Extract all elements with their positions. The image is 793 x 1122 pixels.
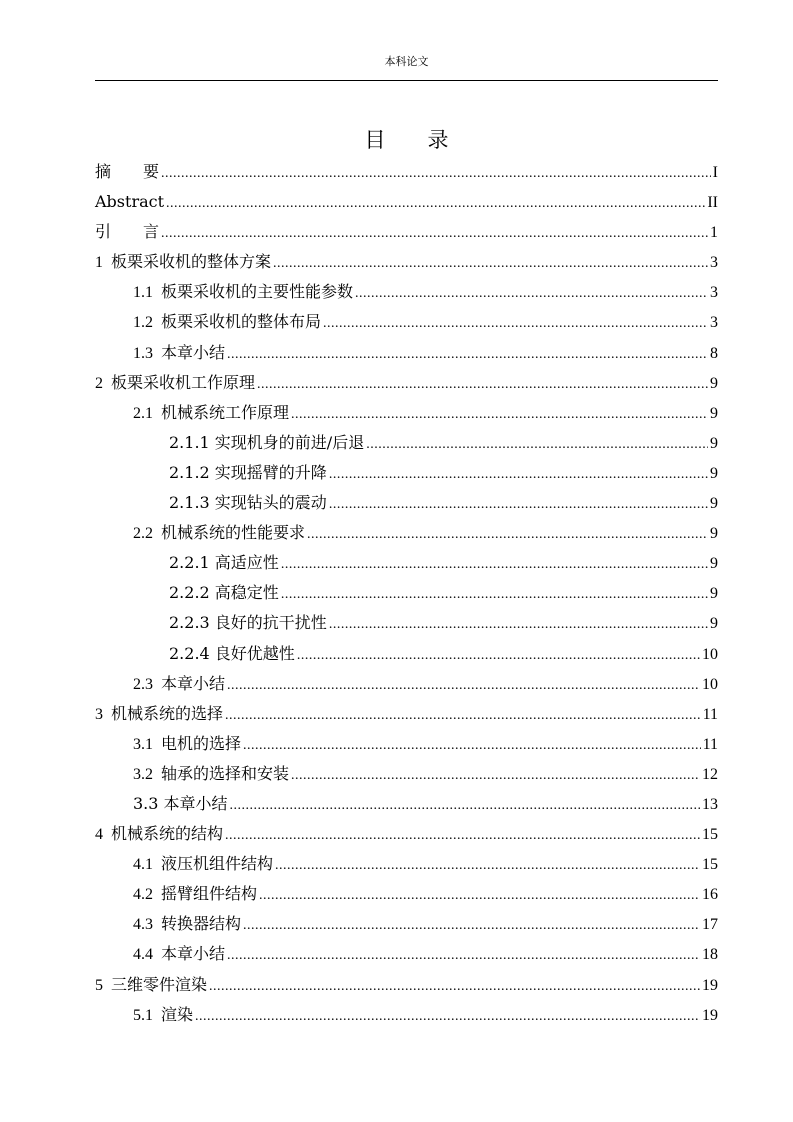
toc-entry-page: 3 bbox=[710, 254, 718, 272]
toc-entry-label: 板栗采收机的整体布局 bbox=[161, 312, 322, 332]
toc-entry-number: 1.2 bbox=[133, 314, 153, 332]
toc-entry-label: 摘 要 bbox=[95, 162, 160, 181]
toc-entry-number: 2.2 bbox=[133, 525, 153, 543]
toc-entry-page: 9 bbox=[710, 434, 718, 452]
toc-leader-dots bbox=[257, 370, 708, 400]
toc-entry-number: 3.2 bbox=[133, 765, 153, 783]
toc-entry-section[interactable] bbox=[95, 789, 718, 819]
toc-entry-label: 本章小结 bbox=[161, 342, 226, 362]
toc-entry-page: 18 bbox=[702, 946, 718, 964]
toc-entry-page: 9 bbox=[710, 615, 718, 633]
toc-entry-number: 2 bbox=[95, 374, 103, 392]
toc-entry-number: 4.1 bbox=[133, 856, 153, 874]
toc-entry-label: 摇臂组件结构 bbox=[161, 884, 258, 904]
toc-entry-subsection[interactable] bbox=[95, 578, 718, 608]
toc-entry-abstract-cn[interactable] bbox=[95, 157, 718, 187]
toc-leader-dots bbox=[366, 430, 708, 460]
toc-leader-dots bbox=[297, 641, 700, 671]
toc-entry-chapter[interactable] bbox=[95, 699, 718, 729]
toc-entry-section[interactable] bbox=[95, 1000, 718, 1030]
toc-entry-label: 液压机组件结构 bbox=[161, 854, 274, 874]
toc-leader-dots bbox=[209, 972, 700, 1002]
toc-leader-dots bbox=[225, 821, 700, 851]
toc-entry-label: 电机的选择 bbox=[161, 733, 242, 753]
toc-entry-section[interactable] bbox=[95, 939, 718, 969]
toc-leader-dots bbox=[227, 941, 700, 971]
toc-entry-page: 13 bbox=[702, 795, 718, 813]
toc-leader-dots bbox=[329, 460, 708, 490]
toc-entry-number: 5 bbox=[95, 976, 103, 994]
toc-leader-dots bbox=[161, 159, 711, 189]
toc-title bbox=[95, 126, 718, 154]
toc-title-char: 录 bbox=[427, 128, 449, 152]
toc-entry-label: 机械系统的选择 bbox=[111, 703, 224, 723]
toc-entry-page: 9 bbox=[710, 555, 718, 573]
toc-entry-number: 1.1 bbox=[133, 284, 153, 302]
toc-entry-page: 9 bbox=[710, 585, 718, 603]
toc-entry-section[interactable] bbox=[95, 518, 718, 548]
toc-entry-section[interactable] bbox=[95, 909, 718, 939]
toc-entry-label: 板栗采收机的主要性能参数 bbox=[161, 282, 354, 302]
toc-leader-dots bbox=[166, 189, 705, 219]
toc-entry-label: 渲染 bbox=[161, 1004, 194, 1024]
toc-entry-label: 机械系统工作原理 bbox=[161, 402, 290, 422]
toc-entry-chapter[interactable] bbox=[95, 247, 718, 277]
toc-entry-label: 机械系统的性能要求 bbox=[161, 523, 306, 543]
toc-entry-number: 1 bbox=[95, 254, 103, 272]
toc-entry-page: 9 bbox=[710, 495, 718, 513]
toc-entry-page: 10 bbox=[702, 675, 718, 693]
toc-entry-chapter[interactable] bbox=[95, 368, 718, 398]
toc-entry-number: 4.2 bbox=[133, 886, 153, 904]
toc-leader-dots bbox=[259, 881, 700, 911]
toc-leader-dots bbox=[243, 911, 700, 941]
toc-entry-page: II bbox=[707, 194, 718, 212]
toc-entry-label: 板栗采收机工作原理 bbox=[111, 372, 256, 392]
toc-entry-label: 2.1.1 实现机身的前进/后退 bbox=[169, 432, 365, 452]
toc-leader-dots bbox=[329, 610, 708, 640]
toc-entry-page: 9 bbox=[710, 404, 718, 422]
toc-entry-chapter[interactable] bbox=[95, 970, 718, 1000]
toc-entry-page: 17 bbox=[702, 916, 718, 934]
toc-entry-label: 本章小结 bbox=[161, 944, 226, 964]
toc-leader-dots bbox=[281, 550, 708, 580]
toc-entry-section[interactable] bbox=[95, 669, 718, 699]
toc-title-char: 目 bbox=[364, 128, 386, 152]
page-header: 本科论文 bbox=[384, 55, 429, 68]
toc-entry-label: 机械系统的结构 bbox=[111, 824, 224, 844]
toc-leader-dots bbox=[291, 400, 708, 430]
toc-entry-chapter[interactable] bbox=[95, 819, 718, 849]
table-of-contents bbox=[95, 157, 718, 1030]
toc-leader-dots bbox=[161, 219, 708, 249]
toc-entry-introduction[interactable] bbox=[95, 217, 718, 247]
toc-entry-subsection[interactable] bbox=[95, 488, 718, 518]
toc-entry-page: 9 bbox=[710, 464, 718, 482]
toc-leader-dots bbox=[281, 580, 708, 610]
toc-entry-label: 2.1.3 实现钻头的震动 bbox=[169, 493, 327, 513]
toc-leader-dots bbox=[355, 279, 708, 309]
toc-entry-section[interactable] bbox=[95, 759, 718, 789]
toc-entry-label: 轴承的选择和安装 bbox=[161, 763, 290, 783]
header-divider bbox=[95, 80, 718, 81]
toc-entry-page: 16 bbox=[702, 886, 718, 904]
toc-entry-section[interactable] bbox=[95, 849, 718, 879]
toc-entry-page: 19 bbox=[702, 976, 718, 994]
toc-leader-dots bbox=[195, 1002, 700, 1032]
toc-entry-abstract-en[interactable] bbox=[95, 187, 718, 217]
toc-entry-number: 3 bbox=[95, 705, 103, 723]
toc-entry-subsection[interactable] bbox=[95, 548, 718, 578]
toc-entry-number: 2.1 bbox=[133, 404, 153, 422]
toc-entry-page: 11 bbox=[702, 705, 718, 723]
toc-leader-dots bbox=[230, 791, 700, 821]
toc-leader-dots bbox=[273, 249, 708, 279]
toc-entry-number: 4.3 bbox=[133, 916, 153, 934]
toc-entry-label: 2.2.3 良好的抗干扰性 bbox=[169, 613, 327, 633]
toc-entry-number: 4 bbox=[95, 826, 103, 844]
toc-entry-section[interactable] bbox=[95, 729, 718, 759]
toc-entry-subsection[interactable] bbox=[95, 608, 718, 638]
toc-entry-page: 3 bbox=[710, 284, 718, 302]
toc-entry-page: I bbox=[712, 164, 718, 181]
toc-leader-dots bbox=[323, 309, 708, 339]
toc-entry-page: 19 bbox=[702, 1006, 718, 1024]
toc-entry-label: 2.1.2 实现摇臂的升降 bbox=[169, 462, 327, 482]
toc-entry-section[interactable] bbox=[95, 338, 718, 368]
toc-entry-number: 4.4 bbox=[133, 946, 153, 964]
toc-leader-dots bbox=[291, 761, 700, 791]
toc-entry-label: 本章小结 bbox=[161, 673, 226, 693]
toc-entry-label: 板栗采收机的整体方案 bbox=[111, 252, 272, 272]
toc-entry-label: 2.2.4 良好优越性 bbox=[169, 643, 295, 663]
toc-entry-page: 9 bbox=[710, 374, 718, 392]
toc-entry-label: 三维零件渲染 bbox=[111, 974, 208, 994]
toc-entry-section[interactable] bbox=[95, 307, 718, 337]
toc-entry-page: 3 bbox=[710, 314, 718, 332]
toc-entry-subsection[interactable] bbox=[95, 428, 718, 458]
toc-entry-subsection[interactable] bbox=[95, 639, 718, 669]
toc-entry-number: 3.1 bbox=[133, 735, 153, 753]
toc-leader-dots bbox=[329, 490, 708, 520]
toc-entry-label: Abstract bbox=[95, 192, 165, 212]
toc-entry-label: 3.3 本章小结 bbox=[133, 793, 228, 813]
toc-entry-page: 8 bbox=[710, 344, 718, 362]
toc-entry-label: 转换器结构 bbox=[161, 914, 242, 934]
toc-leader-dots bbox=[227, 340, 708, 370]
toc-leader-dots bbox=[307, 520, 708, 550]
toc-entry-page: 1 bbox=[710, 224, 718, 242]
toc-entry-number: 5.1 bbox=[133, 1006, 153, 1024]
toc-entry-page: 9 bbox=[710, 525, 718, 543]
toc-entry-page: 10 bbox=[702, 645, 718, 663]
toc-entry-section[interactable] bbox=[95, 879, 718, 909]
toc-entry-label: 2.2.1 高适应性 bbox=[169, 553, 279, 573]
toc-leader-dots bbox=[275, 851, 700, 881]
toc-entry-label: 引 言 bbox=[95, 222, 160, 242]
toc-entry-label: 2.2.2 高稳定性 bbox=[169, 583, 279, 603]
toc-entry-page: 15 bbox=[702, 856, 718, 874]
toc-entry-section[interactable] bbox=[95, 398, 718, 428]
toc-leader-dots bbox=[227, 671, 700, 701]
toc-entry-number: 1.3 bbox=[133, 344, 153, 362]
toc-entry-section[interactable] bbox=[95, 277, 718, 307]
toc-entry-number: 2.3 bbox=[133, 675, 153, 693]
toc-entry-page: 11 bbox=[702, 735, 718, 753]
toc-entry-page: 15 bbox=[702, 826, 718, 844]
toc-leader-dots bbox=[225, 701, 701, 731]
toc-entry-subsection[interactable] bbox=[95, 458, 718, 488]
toc-leader-dots bbox=[243, 731, 701, 761]
toc-entry-page: 12 bbox=[702, 765, 718, 783]
